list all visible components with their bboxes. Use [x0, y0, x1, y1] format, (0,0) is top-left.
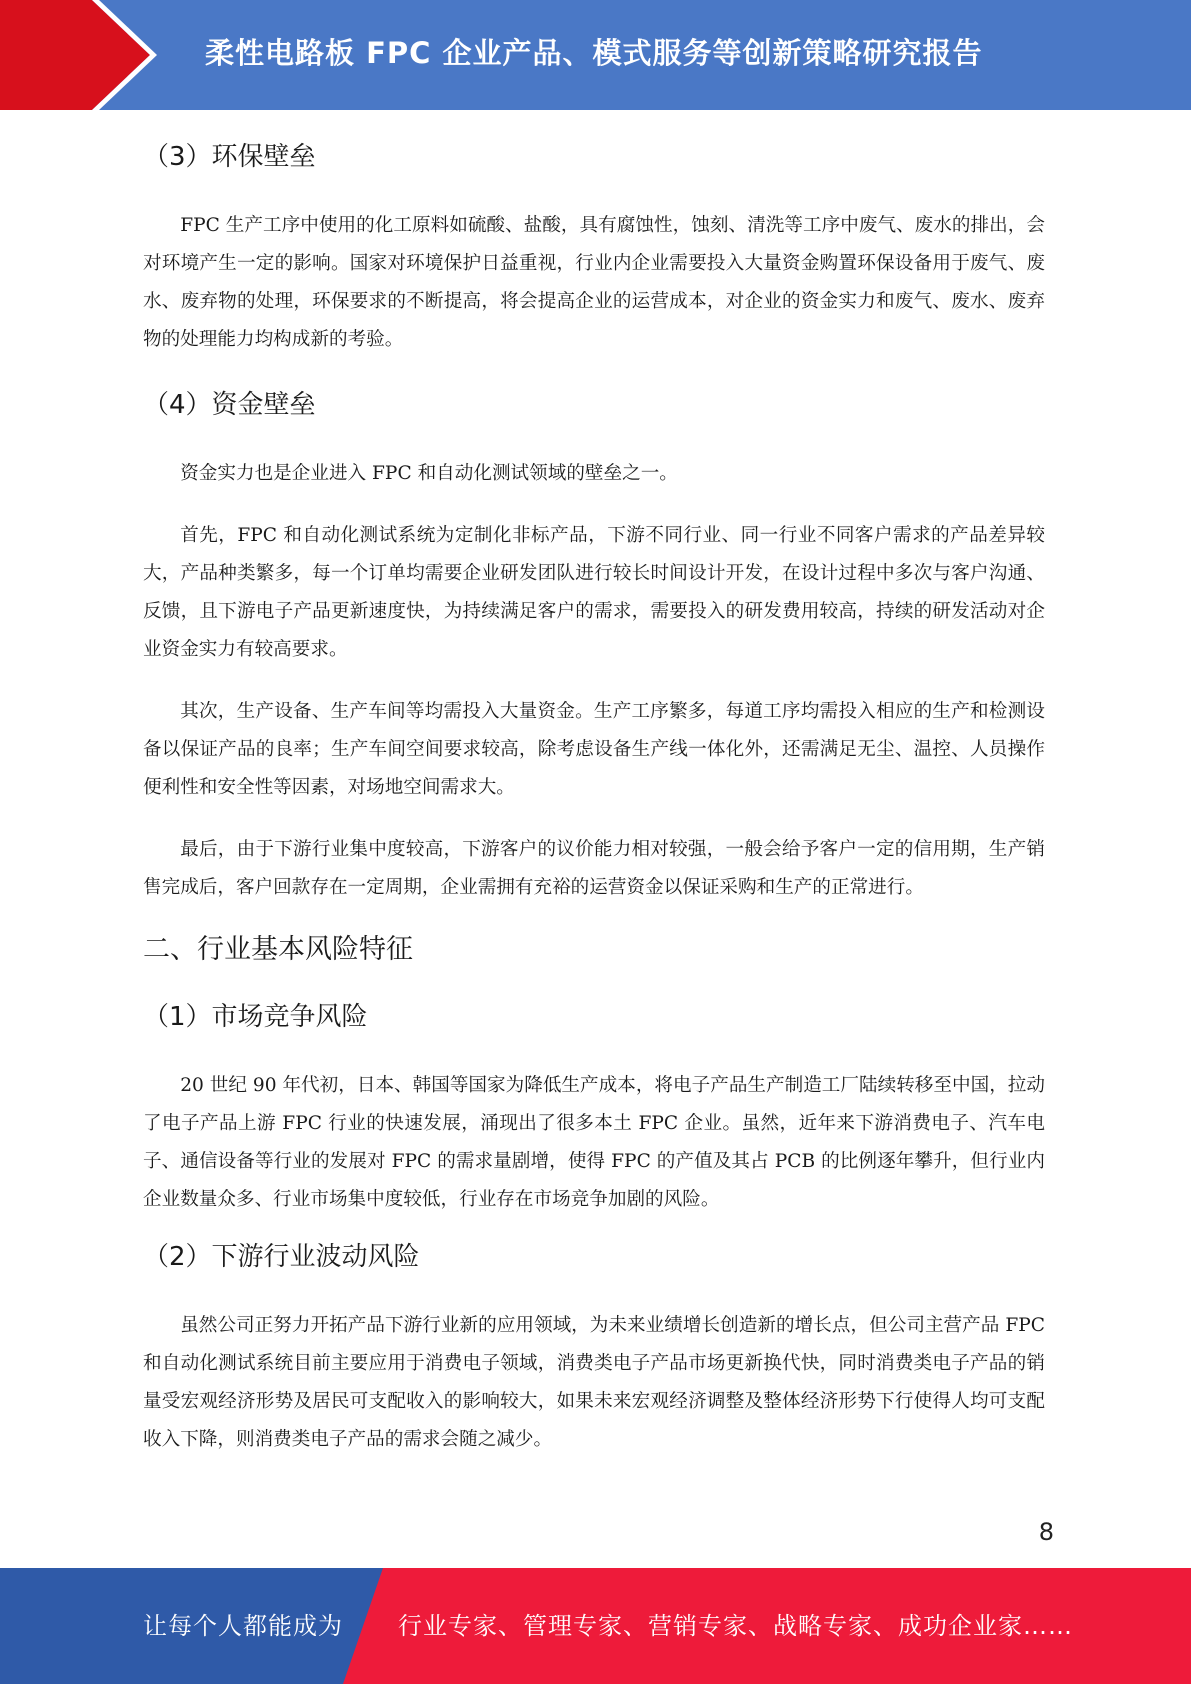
heading-industry-risk: 二、行业基本风险特征	[143, 934, 413, 965]
page-number: 8	[1038, 1518, 1054, 1546]
red-chevron-decoration	[0, 0, 160, 110]
paragraph-capital-first: 首先，FPC 和自动化测试系统为定制化非标产品，下游不同行业、同一行业不同客户需求的产品差异较大，产品种类繁多，每一个订单均需要企业研发团队进行较长时间设计开发，在设计过程中多次与客户沟通、反馈，且下游电子产品更新速度快，为持续满足客户的需求，需要投入的研发费用较高，持续的研发活动对企业资金实力有较高要求。	[143, 525, 1045, 660]
heading-market-competition-risk: （1）市场竞争风险	[143, 1002, 368, 1032]
footer-slogan-right: 行业专家、管理专家、营销专家、战略专家、成功企业家……	[398, 1612, 1073, 1640]
heading-downstream-volatility-risk: （2）下游行业波动风险	[143, 1242, 420, 1272]
footer-slogan-left: 让每个人都能成为	[143, 1612, 343, 1640]
paragraph-capital-last: 最后，由于下游行业集中度较高，下游客户的议价能力相对较强，一般会给予客户一定的信用期，生产销售完成后，客户回款存在一定周期，企业需拥有充裕的运营资金以保证采购和生产的正常进行。	[143, 839, 1045, 898]
document-body	[143, 120, 1045, 1459]
paragraph-capital-second: 其次，生产设备、生产车间等均需投入大量资金。生产工序繁多，每道工序均需投入相应的生产和检测设备以保证产品的良率；生产车间空间要求较高，除考虑设备生产线一体化外，还需满足无尘、温控、人员操作便利性和安全性等因素，对场地空间需求大。	[143, 701, 1045, 798]
paragraph-environmental-barrier: FPC 生产工序中使用的化工原料如硫酸、盐酸，具有腐蚀性，蚀刻、清洗等工序中废气、废水的排出，会对环境产生一定的影响。国家对环境保护日益重视，行业内企业需要投入大量资金购置环保设备用于废气、废水、废弃物的处理，环保要求的不断提高，将会提高企业的运营成本，对企业的资金实力和废气、废水、废弃物的处理能力均构成新的考验。	[143, 215, 1045, 350]
paragraph-market-competition-risk: 20 世纪 90 年代初，日本、韩国等国家为降低生产成本，将电子产品生产制造工厂陆续转移至中国，拉动了电子产品上游 FPC 行业的快速发展，涌现出了很多本土 FPC 企业。虽然，近年来下游消费电子、汽车电子、通信设备等行业的发展对 FPC 的需求量剧增，使得 FPC 的产值及其占 PCB 的比例逐年攀升，但行业内企业数量众多、行业市场集中度较低，行业存在市场竞争加剧的风险。	[143, 1075, 1045, 1210]
heading-environmental-barrier: （3）环保壁垒	[143, 142, 316, 172]
page-footer	[0, 1568, 1191, 1684]
page-header	[0, 0, 1191, 110]
paragraph-capital-intro: 资金实力也是企业进入 FPC 和自动化测试领域的壁垒之一。	[180, 463, 678, 484]
heading-capital-barrier: （4）资金壁垒	[143, 390, 316, 420]
paragraph-downstream-volatility-risk: 虽然公司正努力开拓产品下游行业新的应用领域，为未来业绩增长创造新的增长点，但公司主营产品 FPC 和自动化测试系统目前主要应用于消费电子领域，消费类电子产品市场更新换代快，同时消费类电子产品的销量受宏观经济形势及居民可支配收入的影响较大，如果未来宏观经济调整及整体经济形势下行使得人均可支配收入下降，则消费类电子产品的需求会随之减少。	[143, 1315, 1045, 1450]
report-title: 柔性电路板 FPC 企业产品、模式服务等创新策略研究报告	[205, 36, 983, 70]
